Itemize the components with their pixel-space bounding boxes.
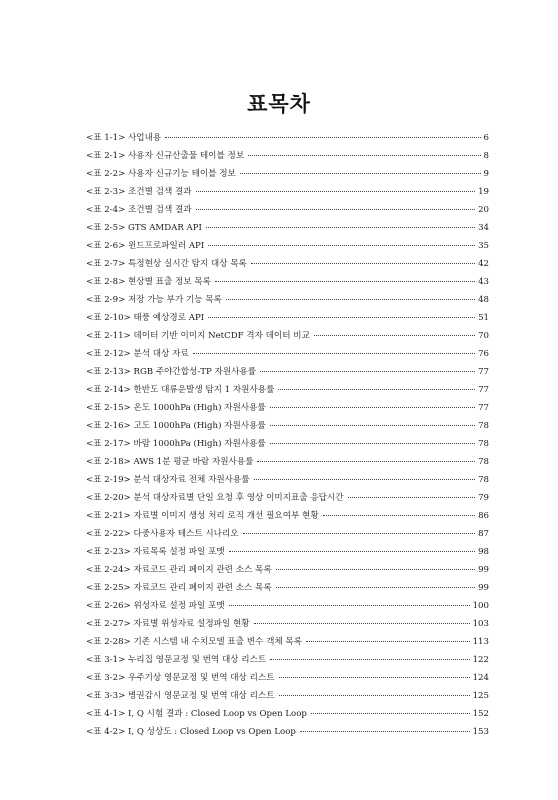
toc-entry-label: <표 2-4> 조건별 검색 결과 xyxy=(86,205,192,215)
toc-entry-label: <표 1-1> 사업내용 xyxy=(86,133,162,143)
dot-leader xyxy=(278,389,475,390)
toc-entry-page-number: 78 xyxy=(478,457,489,467)
toc-entry-page-number: 6 xyxy=(483,133,489,143)
toc-entry-label: <표 2-26> 위성자료 설정 파일 포맷 xyxy=(86,601,225,611)
toc-entry-label: <표 2-3> 조건별 검색 결과 xyxy=(86,187,192,197)
toc-entry-page-number: 77 xyxy=(478,403,489,413)
toc-entry-label: <표 2-22> 다중사용자 테스트 시나리오 xyxy=(86,529,239,539)
dot-leader xyxy=(208,245,475,246)
toc-entry-page-number: 70 xyxy=(478,331,489,341)
toc-entry-page-number: 77 xyxy=(478,385,489,395)
dot-leader xyxy=(243,533,476,534)
toc-entry-page-number: 86 xyxy=(478,511,489,521)
toc-entry-label: <표 3-3> 병권감시 영문교정 및 번역 대상 리스트 xyxy=(86,691,275,701)
dot-leader xyxy=(279,695,470,696)
dot-leader xyxy=(254,479,475,480)
dot-leader xyxy=(279,677,470,678)
dot-leader xyxy=(323,515,475,516)
dot-leader xyxy=(248,155,480,156)
toc-entry-page-number: 35 xyxy=(478,241,489,251)
toc-entry-label: <표 2-28> 기존 시스템 내 수치모델 표출 변수 객체 목록 xyxy=(86,637,303,647)
toc-entry[interactable] xyxy=(86,363,489,381)
toc-entry-label: <표 2-17> 바람 1000hPa (High) 자원사용률 xyxy=(86,439,266,449)
toc-entry[interactable] xyxy=(86,435,489,453)
toc-entry[interactable] xyxy=(86,525,489,543)
dot-leader xyxy=(229,605,470,606)
toc-entry[interactable] xyxy=(86,201,489,219)
toc-entry-page-number: 87 xyxy=(478,529,489,539)
dot-leader xyxy=(193,353,475,354)
toc-entry-page-number: 98 xyxy=(478,547,489,557)
toc-entry-label: <표 2-11> 데이터 기반 이미지 NetCDF 격자 데이터 비교 xyxy=(86,331,310,341)
toc-entry[interactable] xyxy=(86,273,489,291)
dot-leader xyxy=(311,713,470,714)
dot-leader xyxy=(229,551,475,552)
dot-leader xyxy=(206,227,475,228)
toc-entry[interactable] xyxy=(86,291,489,309)
toc-entry[interactable] xyxy=(86,615,489,633)
toc-entry-page-number: 153 xyxy=(472,727,489,737)
toc-entry[interactable] xyxy=(86,597,489,615)
dot-leader xyxy=(270,425,475,426)
dot-leader xyxy=(165,137,480,138)
toc-entry[interactable] xyxy=(86,453,489,471)
dot-leader xyxy=(276,587,475,588)
toc-entry[interactable] xyxy=(86,723,489,741)
table-of-contents-list xyxy=(86,129,489,741)
toc-entry[interactable] xyxy=(86,183,489,201)
toc-entry-page-number: 48 xyxy=(478,295,489,305)
toc-entry-label: <표 2-27> 자료별 위성자료 설정파일 현황 xyxy=(86,619,250,629)
toc-entry-label: <표 2-2> 사용자 신규기능 테이블 정보 xyxy=(86,169,236,179)
dot-leader xyxy=(251,263,475,264)
dot-leader xyxy=(215,281,475,282)
toc-entry-label: <표 2-20> 분석 대상자료별 단일 요청 후 영상 이미지표출 응답시간 xyxy=(86,493,344,503)
toc-entry[interactable] xyxy=(86,705,489,723)
dot-leader xyxy=(254,623,470,624)
toc-entry-page-number: 99 xyxy=(478,565,489,575)
toc-entry[interactable] xyxy=(86,255,489,273)
toc-entry-page-number: 51 xyxy=(478,313,489,323)
toc-entry[interactable] xyxy=(86,129,489,147)
dot-leader xyxy=(276,569,475,570)
toc-entry[interactable] xyxy=(86,345,489,363)
dot-leader xyxy=(240,173,481,174)
toc-entry-page-number: 124 xyxy=(472,673,489,683)
toc-entry[interactable] xyxy=(86,561,489,579)
toc-entry-page-number: 79 xyxy=(478,493,489,503)
toc-entry[interactable] xyxy=(86,165,489,183)
toc-entry-page-number: 77 xyxy=(478,367,489,377)
dot-leader xyxy=(306,641,470,642)
dot-leader xyxy=(196,191,475,192)
toc-entry-label: <표 3-2> 우주기상 영문교정 및 번역 대상 리스트 xyxy=(86,673,275,683)
toc-entry[interactable] xyxy=(86,651,489,669)
dot-leader xyxy=(196,209,475,210)
toc-entry-page-number: 99 xyxy=(478,583,489,593)
toc-entry-label: <표 2-19> 분석 대상자료 전체 자원사용률 xyxy=(86,475,250,485)
toc-entry-label: <표 2-25> 자료코드 관리 페이지 관련 소스 목록 xyxy=(86,583,272,593)
toc-entry-page-number: 103 xyxy=(472,619,489,629)
toc-entry-label: <표 4-1> I, Q 시험 결과 : Closed Loop vs Open Loop xyxy=(86,709,307,719)
dot-leader xyxy=(260,371,475,372)
toc-entry-label: <표 2-15> 온도 1000hPa (High) 자원사용률 xyxy=(86,403,266,413)
dot-leader xyxy=(226,299,475,300)
toc-entry-label: <표 2-6> 윈드프로파일러 API xyxy=(86,241,205,251)
toc-entry-page-number: 100 xyxy=(472,601,489,611)
toc-entry-page-number: 78 xyxy=(478,439,489,449)
toc-entry[interactable] xyxy=(86,219,489,237)
toc-entry-page-number: 152 xyxy=(472,709,489,719)
dot-leader xyxy=(300,731,470,732)
toc-entry-page-number: 19 xyxy=(478,187,489,197)
toc-entry[interactable] xyxy=(86,669,489,687)
toc-entry[interactable] xyxy=(86,543,489,561)
toc-entry-page-number: 125 xyxy=(472,691,489,701)
dot-leader xyxy=(348,497,476,498)
toc-entry-page-number: 9 xyxy=(483,169,489,179)
dot-leader xyxy=(314,335,475,336)
toc-entry-page-number: 122 xyxy=(472,655,489,665)
toc-entry-page-number: 8 xyxy=(483,151,489,161)
toc-entry-page-number: 78 xyxy=(478,421,489,431)
toc-entry-label: <표 2-10> 태풍 예상경로 API xyxy=(86,313,205,323)
toc-entry[interactable] xyxy=(86,687,489,705)
toc-entry[interactable] xyxy=(86,237,489,255)
dot-leader xyxy=(208,317,475,318)
toc-entry-page-number: 42 xyxy=(478,259,489,269)
toc-entry-page-number: 78 xyxy=(478,475,489,485)
toc-entry-page-number: 76 xyxy=(478,349,489,359)
page-title: 표목차 xyxy=(247,91,311,116)
dot-leader xyxy=(270,443,475,444)
toc-entry[interactable] xyxy=(86,417,489,435)
toc-entry-label: <표 2-21> 자료별 이미지 생성 처리 로직 개선 필요여부 현황 xyxy=(86,511,319,521)
toc-entry-label: <표 2-12> 분석 대상 자료 xyxy=(86,349,189,359)
toc-entry-page-number: 20 xyxy=(478,205,489,215)
toc-entry-label: <표 2-23> 자료목록 설정 파일 포맷 xyxy=(86,547,225,557)
toc-entry[interactable] xyxy=(86,507,489,525)
toc-entry-label: <표 2-8> 현상별 표출 정보 목록 xyxy=(86,277,211,287)
dot-leader xyxy=(270,407,475,408)
toc-entry-label: <표 2-14> 한반도 대류운발생 탐지 1 자원사용률 xyxy=(86,385,275,395)
toc-entry-label: <표 2-7> 특정현상 실시간 탐지 대상 목록 xyxy=(86,259,247,269)
toc-entry-page-number: 43 xyxy=(478,277,489,287)
toc-entry-label: <표 4-2> I, Q 성상도 : Closed Loop vs Open Loop xyxy=(86,727,296,737)
toc-entry[interactable] xyxy=(86,471,489,489)
toc-entry-page-number: 34 xyxy=(478,223,489,233)
toc-entry-page-number: 113 xyxy=(472,637,489,647)
toc-entry[interactable] xyxy=(86,399,489,417)
toc-entry[interactable] xyxy=(86,327,489,345)
toc-entry-label: <표 2-16> 고도 1000hPa (High) 자원사용률 xyxy=(86,421,266,431)
toc-entry[interactable] xyxy=(86,381,489,399)
dot-leader xyxy=(257,461,475,462)
toc-entry-label: <표 2-9> 저장 가능 부가 기능 목록 xyxy=(86,295,222,305)
toc-entry-label: <표 2-13> RGB 주야간합성-TP 자원사용률 xyxy=(86,367,257,377)
toc-entry-label: <표 2-18> AWS 1분 평균 바람 자원사용률 xyxy=(86,457,254,467)
toc-entry-label: <표 2-24> 자료코드 관리 페이지 관련 소스 목록 xyxy=(86,565,272,575)
dot-leader xyxy=(270,659,469,660)
toc-entry[interactable] xyxy=(86,147,489,165)
toc-entry-label: <표 3-1> 누리집 영문교정 및 번역 대상 리스트 xyxy=(86,655,267,665)
toc-entry-label: <표 2-1> 사용자 신규산출물 테이블 정보 xyxy=(86,151,245,161)
toc-entry[interactable] xyxy=(86,633,489,651)
toc-entry[interactable] xyxy=(86,489,489,507)
toc-entry[interactable] xyxy=(86,579,489,597)
toc-entry-label: <표 2-5> GTS AMDAR API xyxy=(86,223,202,233)
toc-entry[interactable] xyxy=(86,309,489,327)
